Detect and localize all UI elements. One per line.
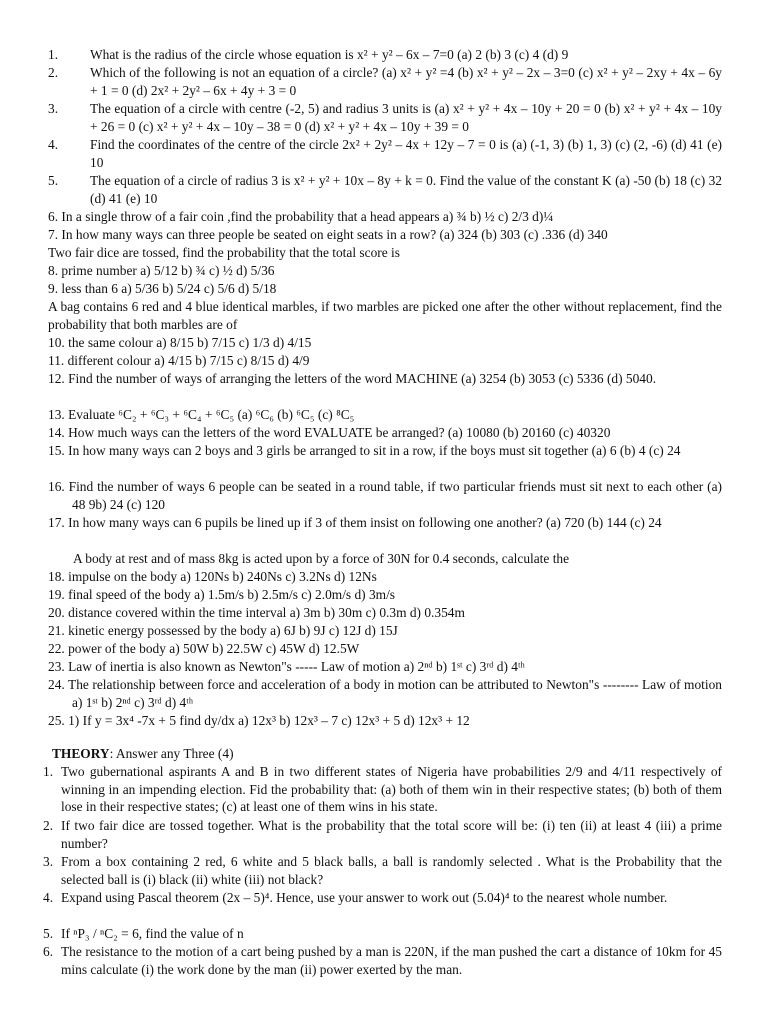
question-1 bbox=[48, 46, 722, 64]
question-text: The equation of a circle of radius 3 is x² + y² + 10x – 8y + k = 0. Find the value of the constant K (a) -50 (b) 18 (c) 32 (d) 41 (e) 10 bbox=[90, 173, 722, 206]
question-15 bbox=[48, 442, 722, 460]
question-text: What is the radius of the circle whose equation is x² + y² – 6x – 7=0 (a) 2 (b) 3 (c) 4 (d) 9 bbox=[90, 47, 569, 62]
question-number: 24. bbox=[48, 677, 65, 692]
section-instruction: Two fair dice are tossed, find the probability that the total score is bbox=[48, 245, 400, 260]
question-text: different colour a) 4/15 b) 7/15 c) 8/15 d) 4/9 bbox=[67, 353, 310, 368]
question-number: 1. bbox=[48, 47, 59, 62]
question-number: 10. bbox=[48, 335, 65, 350]
question-11 bbox=[48, 352, 722, 370]
question-text: Which of the following is not an equation of a circle? (a) x² + y² =4 (b) x² + y² – 2x – 3=0 (c) x² + y² – 2xy + 4x – 6y + 1 = 0 (d) 2x² + 2y² – 6x + 4y + 3 = 0 bbox=[90, 65, 722, 98]
question-text: The resistance to the motion of a cart being pushed by a man is 220N, if the man pushed the cart a distance of 10km for 45 mins calculate (i) the work done by the man (ii) power exerted by the man. bbox=[61, 944, 722, 977]
question-text: Two gubernational aspirants A and B in two different states of Nigeria have probabilities 2/9 and 4/11 respectively of winning in an impending election. Fid the probability that: (a) both of them win in their respective states; (b) both of them lose in their respective states; (c) at least one of them wins in his state. bbox=[61, 764, 722, 815]
question-text: Find the coordinates of the centre of the circle 2x² + 2y² – 4x + 12y – 7 = 0 is (a) (-1, 3) (b) 1, 3) (c) (2, -6) (d) 41 (e) 10 bbox=[90, 137, 722, 170]
question-number: 5. bbox=[48, 173, 59, 188]
question-text: In how many ways can three people be seated on eight seats in a row? (a) 324 (b) 303 (c) .336 (d) 340 bbox=[61, 227, 608, 242]
theory-question-2 bbox=[43, 817, 722, 852]
question-25 bbox=[48, 712, 722, 730]
question-text: power of the body a) 50W b) 22.5W c) 45W d) 12.5W bbox=[68, 641, 360, 656]
force-instruction bbox=[48, 550, 722, 568]
question-text: The equation of a circle with centre (-2, 5) and radius 3 units is (a) x² + y² + 4x – 10y + 20 = 0 (b) x² + y² + 4x – 10y + 26 = 0 (c) x² + y² + 4x – 10y – 38 = 0 (d) x² + y² + 4x – 10y + 39 = 0 bbox=[90, 101, 722, 134]
question-number: 17. bbox=[48, 515, 65, 530]
question-text: final speed of the body a) 1.5m/s b) 2.5m/s c) 2.0m/s d) 3m/s bbox=[68, 587, 396, 602]
question-number: 15. bbox=[48, 443, 65, 458]
question-number: 11. bbox=[48, 353, 65, 368]
question-13 bbox=[48, 406, 722, 424]
question-text: Law of inertia is also known as Newton"s ----- Law of motion a) 2ⁿᵈ b) 1ˢᵗ c) 3ʳᵈ d) 4ᵗʰ bbox=[68, 659, 525, 674]
question-text: Find the number of ways 6 people can be seated in a round table, if two particular friends must sit next to each other (a) 48 9b) 24 (c) 120 bbox=[68, 479, 722, 512]
question-text: impulse on the body a) 120Ns b) 240Ns c) 3.2Ns d) 12Ns bbox=[68, 569, 377, 584]
question-text: In how many ways can 6 pupils be lined up if 3 of them insist on following one another? (a) 720 (b) 144 (c) 24 bbox=[68, 515, 662, 530]
section-instruction: A body at rest and of mass 8kg is acted upon by a force of 30N for 0.4 seconds, calculate the bbox=[73, 551, 570, 566]
question-number: 16. bbox=[48, 479, 65, 494]
question-4 bbox=[48, 136, 722, 171]
question-number: 14. bbox=[48, 425, 65, 440]
question-19 bbox=[48, 586, 722, 604]
question-number: 19. bbox=[48, 587, 65, 602]
question-number: 20. bbox=[48, 605, 65, 620]
question-number: 13. bbox=[48, 407, 65, 422]
question-number: 1. bbox=[43, 764, 54, 779]
theory-question-6 bbox=[43, 943, 722, 978]
theory-question-1 bbox=[43, 763, 722, 816]
marbles-instruction bbox=[48, 298, 722, 333]
question-text: Evaluate ⁶C₂ + ⁶C₃ + ⁶C₄ + ⁶C₅ (a) ⁶C₆ (b) ⁶C₅ (c) ⁸C₅ bbox=[68, 407, 355, 422]
question-number: 4. bbox=[48, 137, 59, 152]
question-17 bbox=[48, 514, 722, 532]
question-14 bbox=[48, 424, 722, 442]
question-text: From a box containing 2 red, 6 white and 5 black balls, a ball is randomly selected . What is the Probability that the selected ball is (i) black (ii) white (iii) not black? bbox=[61, 854, 722, 887]
question-text: How much ways can the letters of the word EVALUATE be arranged? (a) 10080 (b) 20160 (c) 40320 bbox=[68, 425, 611, 440]
question-number: 7. bbox=[48, 227, 59, 242]
question-number: 5. bbox=[43, 926, 54, 941]
question-24 bbox=[48, 676, 722, 711]
question-text: prime number a) 5/12 b) ¾ c) ½ d) 5/36 bbox=[61, 263, 275, 278]
question-23 bbox=[48, 658, 722, 676]
question-number: 6. bbox=[43, 944, 54, 959]
question-8 bbox=[48, 262, 722, 280]
question-18 bbox=[48, 568, 722, 586]
section-instruction: A bag contains 6 red and 4 blue identical marbles, if two marbles are picked one after the other without replacement, find the probability that both marbles are of bbox=[48, 299, 722, 332]
question-text: distance covered within the time interval a) 3m b) 30m c) 0.3m d) 0.354m bbox=[68, 605, 465, 620]
question-text: the same colour a) 8/15 b) 7/15 c) 1/3 d) 4/15 bbox=[68, 335, 312, 350]
question-text: In a single throw of a fair coin ,find the probability that a head appears a) ¾ b) ½ c) 2/3 d)¼ bbox=[61, 209, 554, 224]
theory-heading bbox=[52, 745, 722, 763]
question-12 bbox=[48, 370, 722, 388]
theory-question-5 bbox=[43, 925, 722, 943]
theory-question-4 bbox=[43, 889, 722, 907]
dice-instruction bbox=[48, 244, 722, 262]
question-number: 12. bbox=[48, 371, 65, 386]
question-20 bbox=[48, 604, 722, 622]
question-number: 2. bbox=[48, 65, 59, 80]
question-7 bbox=[48, 226, 722, 244]
question-10 bbox=[48, 334, 722, 352]
question-number: 4. bbox=[43, 890, 54, 905]
question-number: 23. bbox=[48, 659, 65, 674]
question-number: 3. bbox=[48, 101, 59, 116]
question-number: 2. bbox=[43, 818, 54, 833]
question-text: If two fair dice are tossed together. What is the probability that the total score will be: (i) ten (ii) at least 4 (iii) a prime number? bbox=[61, 818, 722, 851]
question-number: 3. bbox=[43, 854, 54, 869]
question-6 bbox=[48, 208, 722, 226]
question-text: 1) If y = 3x⁴ -7x + 5 find dy/dx a) 12x³ b) 12x³ – 7 c) 12x³ + 5 d) 12x³ + 12 bbox=[68, 713, 470, 728]
question-text: Expand using Pascal theorem (2x – 5)⁴. Hence, use your answer to work out (5.04)⁴ to the nearest whole number. bbox=[61, 890, 668, 905]
question-22 bbox=[48, 640, 722, 658]
question-text: If ⁿP₃ / ⁿC₂ = 6, find the value of n bbox=[61, 926, 244, 941]
question-number: 6. bbox=[48, 209, 59, 224]
theory-question-3 bbox=[43, 853, 722, 888]
question-9 bbox=[48, 280, 722, 298]
question-text: kinetic energy possessed by the body a) 6J b) 9J c) 12J d) 15J bbox=[68, 623, 398, 638]
theory-title: THEORY bbox=[52, 746, 110, 761]
question-number: 21. bbox=[48, 623, 65, 638]
question-2 bbox=[48, 64, 722, 99]
theory-instruction: : Answer any Three (4) bbox=[109, 746, 234, 761]
question-number: 18. bbox=[48, 569, 65, 584]
question-number: 22. bbox=[48, 641, 65, 656]
question-text: Find the number of ways of arranging the letters of the word MACHINE (a) 3254 (b) 3053 (c) 5336 (d) 5040. bbox=[68, 371, 657, 386]
question-21 bbox=[48, 622, 722, 640]
question-text: less than 6 a) 5/36 b) 5/24 c) 5/6 d) 5/18 bbox=[61, 281, 277, 296]
question-number: 25. bbox=[48, 713, 65, 728]
question-text: In how many ways can 2 boys and 3 girls be arranged to sit in a row, if the boys must sit together (a) 6 (b) 4 (c) 24 bbox=[68, 443, 681, 458]
question-3 bbox=[48, 100, 722, 135]
question-number: 8. bbox=[48, 263, 59, 278]
question-5 bbox=[48, 172, 722, 207]
question-16 bbox=[48, 478, 722, 513]
question-number: 9. bbox=[48, 281, 59, 296]
question-text: The relationship between force and acceleration of a body in motion can be attributed to Newton"s -------- Law of motion a) 1ˢᵗ b) 2ⁿᵈ c) 3ʳᵈ d) 4ᵗʰ bbox=[68, 677, 722, 710]
